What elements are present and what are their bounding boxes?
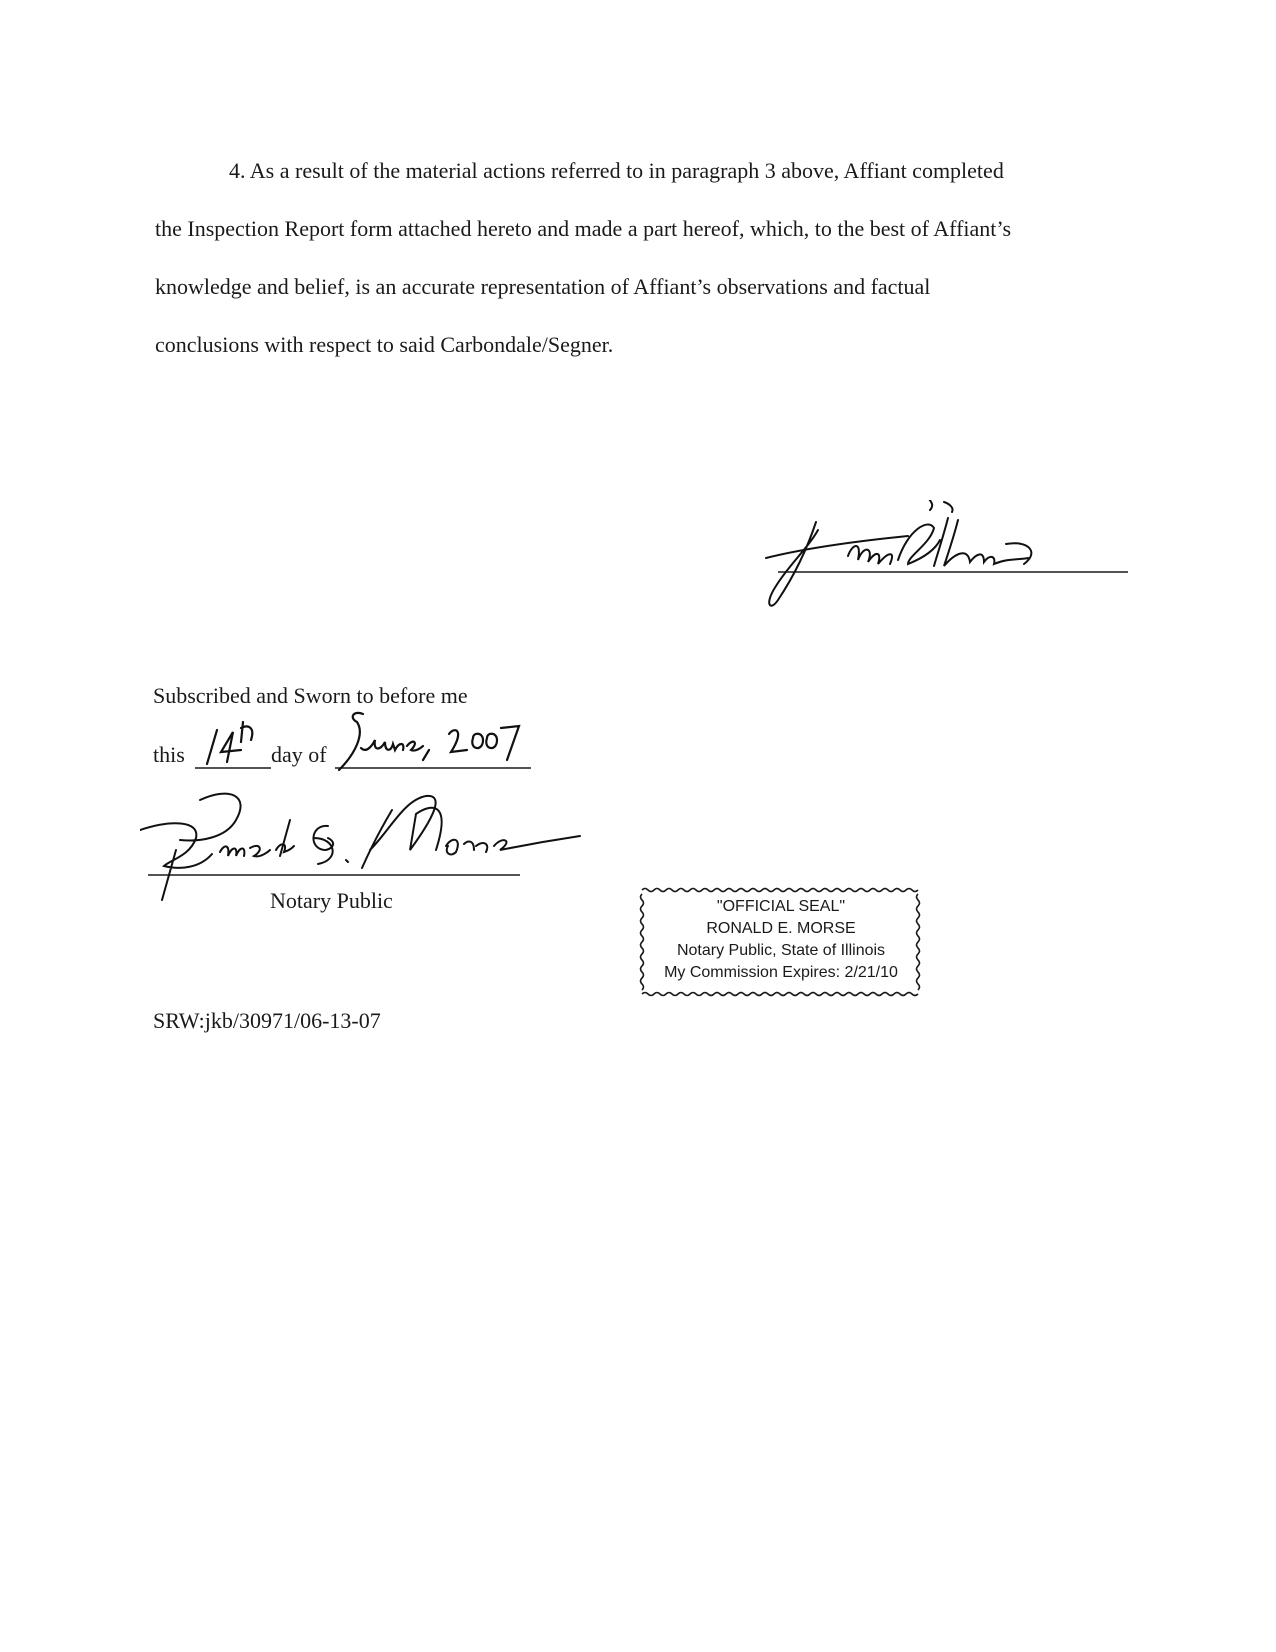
seal-line-4: My Commission Expires: 2/21/10 xyxy=(664,964,898,981)
paragraph-4-line-3: knowledge and belief, is an accurate representation of Affiant’s observations and factual xyxy=(155,274,931,299)
this-word: this xyxy=(153,742,185,767)
official-seal-stamp xyxy=(638,886,924,998)
paragraph-4-line-2: the Inspection Report form attached hereto and made a part hereof, which, to the best of Affiant’s xyxy=(155,216,1012,241)
notary-public-label: Notary Public xyxy=(270,888,393,913)
date-line xyxy=(153,718,553,778)
paragraph-4-line-1: 4. As a result of the material actions referred to in paragraph 3 above, Affiant completed xyxy=(229,158,1004,183)
day-of-word: day of xyxy=(271,742,327,767)
affiant-signature xyxy=(758,500,1158,640)
seal-line-1: "OFFICIAL SEAL" xyxy=(716,898,846,915)
subscribed-sworn-text: Subscribed and Sworn to before me xyxy=(153,683,468,708)
seal-line-2: RONALD E. MORSE xyxy=(706,920,856,937)
reference-code: SRW:jkb/30971/06-13-07 xyxy=(153,1008,381,1033)
paragraph-4-line-4: conclusions with respect to said Carbondale/Segner. xyxy=(155,332,614,357)
seal-line-3: Notary Public, State of Illinois xyxy=(676,942,886,959)
seal-text xyxy=(638,896,924,984)
month-year-handwritten xyxy=(333,708,533,774)
day-handwritten xyxy=(193,718,273,774)
